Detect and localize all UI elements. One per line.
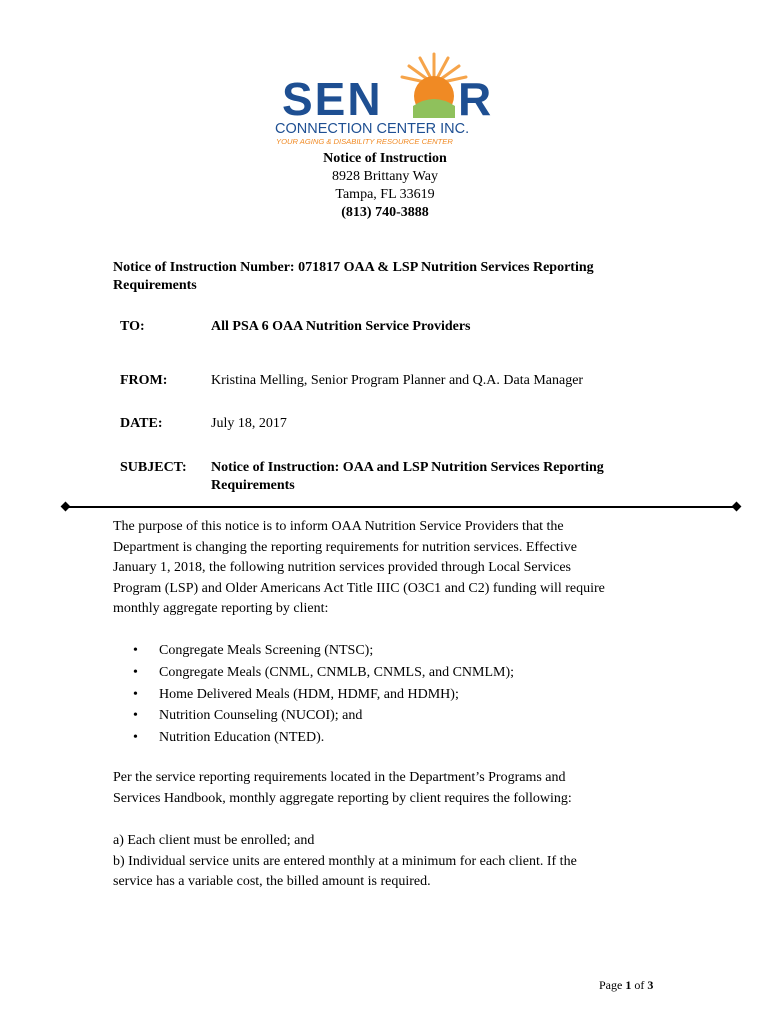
paragraph-line: monthly aggregate reporting by client:	[113, 601, 329, 616]
logo-tagline: YOUR AGING & DISABILITY RESOURCE CENTER	[276, 137, 453, 146]
paragraph-line: January 1, 2018, the following nutrition services provided through Local Services	[113, 560, 572, 575]
senior-connection-center-logo	[272, 48, 502, 152]
paragraph-requirements	[113, 768, 673, 809]
paragraph-line: b) Individual service units are entered monthly at a minimum for each client. If the	[113, 853, 577, 869]
header-address-line1: 8928 Brittany Way	[332, 169, 438, 184]
list-item-text: Nutrition Counseling (NUCOI); and	[159, 708, 363, 724]
paragraph-line: a) Each client must be enrolled; and	[113, 833, 315, 848]
paragraph-purpose	[113, 517, 673, 620]
list-item	[113, 662, 514, 684]
page-number	[599, 977, 653, 993]
divider-left-diamond-icon	[61, 502, 71, 512]
paragraph-line: The purpose of this notice is to inform OAA Nutrition Service Providers that the	[113, 519, 564, 534]
list-item-text: Nutrition Education (NTED).	[159, 730, 325, 746]
nutrition-services-list	[113, 640, 514, 749]
paragraph-line: Program (LSP) and Older Americans Act Title IIIC (O3C1 and C2) funding will require	[113, 580, 605, 596]
of-word: of	[634, 978, 645, 992]
from-value: Kristina Melling, Senior Program Planner and Q.A. Data Manager	[211, 373, 584, 388]
header-phone: (813) 740-3888	[341, 205, 429, 220]
bullet-icon: •	[133, 643, 138, 658]
notice-number-line1: Notice of Instruction Number: 071817 OAA & LSP Nutrition Services Reporting	[113, 260, 594, 275]
from-label: FROM:	[120, 373, 168, 388]
page-word: Page	[599, 978, 623, 992]
notice-number-line2: Requirements	[113, 278, 197, 293]
to-label: TO:	[120, 319, 145, 334]
list-item-text: Congregate Meals Screening (NTSC);	[159, 643, 374, 658]
date-value: July 18, 2017	[211, 416, 287, 431]
paragraph-line: Per the service reporting requirements located in the Department’s Programs and	[113, 770, 566, 785]
list-item	[113, 727, 514, 749]
paragraph-line: Department is changing the reporting requirements for nutrition services. Effective	[113, 539, 577, 555]
list-item	[113, 684, 514, 706]
list-item-text: Home Delivered Meals (HDM, HDMF, and HDMH);	[159, 686, 459, 702]
list-item	[113, 705, 514, 727]
header-address-line2: Tampa, FL 33619	[335, 187, 435, 202]
bullet-icon: •	[133, 686, 138, 702]
bullet-icon: •	[133, 708, 138, 724]
divider-rule	[64, 506, 738, 508]
list-item	[113, 640, 514, 662]
to-value: All PSA 6 OAA Nutrition Service Providers	[211, 319, 471, 334]
subject-value-line1: Notice of Instruction: OAA and LSP Nutrition Services Reporting	[211, 460, 604, 475]
logo-word-left: SEN	[282, 73, 383, 125]
header-title: Notice of Instruction	[323, 151, 447, 166]
logo-line2: CONNECTION CENTER INC.	[275, 121, 470, 137]
paragraph-line: Services Handbook, monthly aggregate reporting by client requires the following:	[113, 790, 572, 806]
page-current: 1	[625, 978, 632, 992]
bullet-icon: •	[133, 664, 138, 680]
subject-value-line2: Requirements	[211, 478, 295, 493]
paragraph-client-rules	[113, 831, 673, 893]
list-item-text: Congregate Meals (CNML, CNMLB, CNMLS, and CNMLM);	[159, 664, 515, 680]
page-total: 3	[647, 978, 654, 992]
logo-word-right: R	[458, 73, 492, 125]
subject-label: SUBJECT:	[120, 460, 187, 475]
date-label: DATE:	[120, 416, 163, 431]
paragraph-line: service has a variable cost, the billed amount is required.	[113, 874, 431, 889]
divider-right-diamond-icon	[732, 502, 742, 512]
bullet-icon: •	[133, 730, 138, 746]
